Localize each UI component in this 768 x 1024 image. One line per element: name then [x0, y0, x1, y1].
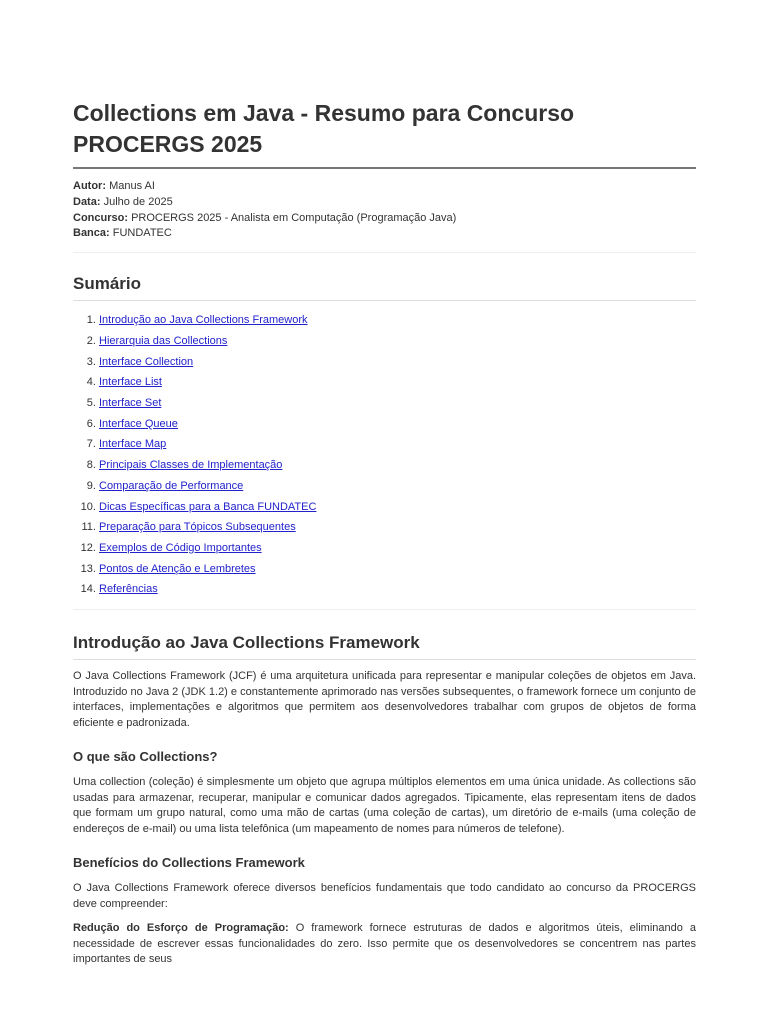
toc-link-intro[interactable]: Introdução ao Java Collections Framework: [99, 314, 308, 327]
toc-item: [99, 517, 696, 538]
intro-paragraph: O Java Collections Framework (JCF) é uma arquitetura unificada para representar e manipular coleções de objetos em Java. Introduzido no Java 2 (JDK 1.2) e constantemente aprimorado nas versões subsequentes, o framework fornece um conjunto de interfaces, implementações e algoritmos que permitem aos desenvolvedores trabalhar com grupos de objetos de forma eficiente e padronizada.: [73, 670, 696, 729]
toc-item: [99, 559, 696, 580]
benefit-effort-reduction-text: O framework fornece estruturas de dados e algoritmos úteis, eliminando a necessidade de escrever essas funcionalidades do zero. Isso permite que os desenvolvedores se concentrem nas partes importantes de seus: [73, 922, 696, 966]
toc-heading: Sumário: [73, 273, 696, 301]
toc-item: [99, 434, 696, 455]
toc-item: [99, 352, 696, 373]
toc-link-performance[interactable]: Comparação de Performance: [99, 479, 244, 492]
benefits-heading: Benefícios do Collections Framework: [73, 855, 305, 871]
toc-item: [99, 310, 696, 331]
toc-link-attention-points[interactable]: Pontos de Atenção e Lembretes: [99, 562, 256, 575]
document-content: [73, 98, 696, 968]
meta-contest-label: Concurso:: [73, 211, 128, 224]
meta-date-value: Julho de 2025: [103, 195, 173, 208]
toc-item: [99, 393, 696, 414]
toc-link-list[interactable]: Interface List: [99, 376, 162, 389]
meta-author: [73, 179, 696, 195]
toc-link-implementations[interactable]: Principais Classes de Implementação: [99, 459, 283, 472]
toc-link-map[interactable]: Interface Map: [99, 438, 167, 451]
meta-contest: [73, 211, 696, 227]
toc-item: [99, 331, 696, 352]
table-of-contents: [73, 310, 696, 610]
toc-item: [99, 497, 696, 518]
toc-link-preparation[interactable]: Preparação para Tópicos Subsequentes: [99, 521, 296, 534]
toc-link-fundatec-tips[interactable]: Dicas Específicas para a Banca FUNDATEC: [99, 500, 317, 513]
meta-author-label: Autor:: [73, 180, 106, 192]
toc-item: [99, 372, 696, 393]
toc-item: [99, 579, 696, 600]
meta-contest-value: PROCERGS 2025 - Analista em Computação (Programação Java): [131, 211, 457, 224]
benefits-paragraph: O Java Collections Framework oferece diversos benefícios fundamentais que todo candidato ao concurso da PROCERGS deve compreender:: [73, 882, 696, 910]
toc-item: [99, 476, 696, 497]
toc-link-set[interactable]: Interface Set: [99, 397, 162, 409]
meta-date: [73, 195, 696, 211]
benefit-effort-reduction: [73, 921, 696, 968]
toc-item: [99, 414, 696, 435]
what-are-collections-heading: O que são Collections?: [73, 749, 218, 765]
what-are-collections-paragraph: Uma collection (coleção) é simplesmente um objeto que agrupa múltiplos elementos em uma única unidade. As collections são usadas para armazenar, recuperar, manipular e comunicar dados agregados. Tipicamente, elas representam itens de dados que formam um grupo natural, como uma mão de cartas (uma coleção de cartas), um diretório de e-mails (uma coleção de endereços de e-mail) ou uma lista telefônica (um mapeamento de nomes para números de telefone).: [73, 776, 696, 835]
meta-board-label: Banca:: [73, 227, 110, 240]
meta-date-label: Data:: [73, 195, 101, 208]
document-title: Collections em Java - Resumo para Concurso PROCERGS 2025: [73, 98, 696, 169]
benefit-effort-reduction-label: Redução do Esforço de Programação:: [73, 922, 289, 935]
toc-item: [99, 538, 696, 559]
intro-heading: Introdução ao Java Collections Framework: [73, 632, 696, 660]
toc-link-references[interactable]: Referências: [99, 583, 158, 596]
toc-link-queue[interactable]: Interface Queue: [99, 417, 178, 430]
toc-item: [99, 455, 696, 476]
document-metadata: [73, 179, 696, 253]
toc-link-collection[interactable]: Interface Collection: [99, 355, 194, 368]
meta-board-value: FUNDATEC: [112, 227, 172, 240]
meta-board: [73, 226, 696, 242]
meta-author-value: Manus AI: [109, 180, 155, 192]
toc-link-code-examples[interactable]: Exemplos de Código Importantes: [99, 541, 262, 554]
toc-link-hierarchy[interactable]: Hierarquia das Collections: [99, 334, 228, 347]
